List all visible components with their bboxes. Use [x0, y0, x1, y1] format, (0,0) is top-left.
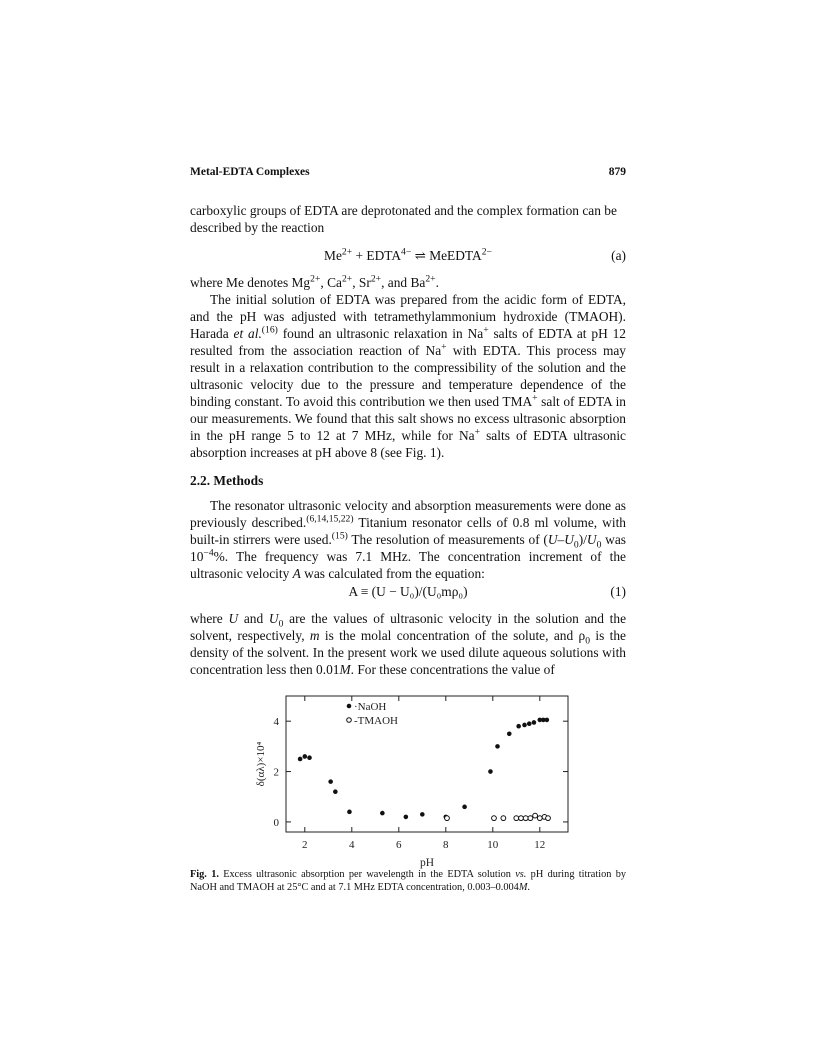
- naoh-point: [328, 779, 333, 784]
- naoh-point: [404, 815, 409, 820]
- paragraph-4: The resonator ultrasonic velocity and absorption measurements were done as previously described.$^{(6,14,15,22)}$ Titanium resonator cells of 0.8 ml volume, with built-in stirrers were used.$^{(15)}$ The resolution of measurements of $(U-U_0)/U_0$ was $10^{-4}\%$. The frequency was 7.1 MHz. The concentration increment of the ultrasonic velocity A was calculated from the equation:: [190, 498, 626, 581]
- equation-a: [190, 248, 626, 266]
- equation-a-label: (a): [611, 248, 626, 263]
- paragraph-3: The initial solution of EDTA was prepared from the acidic form of EDTA, and the pH was adjusted with tetramethylammonium hydroxide (TMAOH). Harada et al.$^{(16)}$ found an ultrasonic relaxation in Na+ salts of EDTA at pH 12 resulted from the association reaction of Na+ with EDTA. This process may result in a relaxation contribution to the compressibility of the solution and the ultrasonic velocity due to the pressure and temperature dependence of the binding constant. To avoid this contribution we then used TMA+ salt of EDTA in our measurements. We found that this salt shows no excess ultrasonic absorption in the pH range 5 to 12 at 7 MHz, while for Na+ salts of EDTA ultrasonic absorption increases at pH above 8 (see Fig. 1).: [190, 292, 626, 460]
- y-axis-label: δ(αλ)×10⁴: [255, 741, 267, 787]
- naoh-point: [298, 757, 303, 762]
- naoh-point: [545, 718, 550, 723]
- tmaoh-point: [546, 816, 551, 821]
- tmaoh-point: [514, 816, 519, 821]
- y-tick-label: 2: [273, 766, 279, 779]
- naoh-point: [307, 755, 312, 760]
- equation-1: [190, 584, 626, 602]
- figure-caption: Fig. 1. Excess ultrasonic absorption per wavelength in the EDTA solution vs. pH during titration by NaOH and TMAOH at 25°C and at 7.1 MHz EDTA concentration, 0.003–0.004M.: [190, 869, 626, 893]
- plot-frame: [286, 696, 568, 832]
- legend-label: -TMAOH: [354, 715, 398, 727]
- paragraph-5: where U and $U_0$ are the values of ultrasonic velocity in the solution and the solvent, respectively, m is the molal concentration of the solute, and $\rho_0$ is the density of the solvent. In the present work we used dilute aqueous solutions with concentration less then 0.01M. For these concentrations the value of: [190, 611, 627, 677]
- naoh-point: [420, 812, 425, 817]
- x-tick-label: 10: [487, 839, 499, 851]
- naoh-point: [516, 724, 521, 729]
- x-axis-label: pH: [419, 857, 435, 869]
- equation-1-label: (1): [610, 584, 626, 599]
- figure-1: [230, 690, 610, 872]
- section-heading: 2.2. Methods: [190, 473, 264, 488]
- page-number: 879: [608, 166, 626, 178]
- paragraph-1: [190, 202, 626, 236]
- x-tick-label: 2: [302, 839, 308, 851]
- tmaoh-point: [501, 816, 506, 821]
- y-tick-label: 0: [273, 816, 279, 829]
- naoh-point: [347, 810, 352, 815]
- x-tick-label: 8: [443, 839, 449, 851]
- naoh-point: [522, 723, 527, 728]
- legend-marker: [347, 718, 352, 723]
- naoh-point: [462, 805, 467, 810]
- tmaoh-point: [492, 816, 497, 821]
- naoh-point: [303, 754, 308, 759]
- naoh-point: [527, 721, 532, 726]
- tmaoh-point: [523, 816, 528, 821]
- tmaoh-point: [537, 816, 542, 821]
- tmaoh-point: [533, 813, 538, 818]
- naoh-point: [507, 731, 512, 736]
- naoh-point: [532, 720, 537, 725]
- paragraph-1-text: carboxylic groups of EDTA are deprotonated and the complex formation can be described by the reaction: [190, 203, 617, 235]
- naoh-point: [495, 744, 500, 749]
- tmaoh-point: [528, 816, 533, 821]
- equation-1-body: A ≡ (U − U₀)/(U₀mρ₀): [348, 584, 468, 599]
- naoh-point: [333, 789, 338, 794]
- x-tick-label: 4: [349, 839, 355, 851]
- running-head: [190, 166, 626, 184]
- x-tick-label: 12: [534, 839, 546, 851]
- legend-label: ·NaOH: [354, 701, 387, 713]
- scatter-chart: [230, 690, 610, 872]
- paragraph-2: where Me denotes $Mg^{2+}$, $Ca^{2+}$, $Sr^{2+}$, and $Ba^{2+}$.: [190, 273, 439, 290]
- running-title: Metal-EDTA Complexes: [190, 166, 310, 178]
- y-tick-label: 4: [273, 716, 279, 729]
- naoh-point: [488, 769, 493, 774]
- naoh-point: [380, 811, 385, 816]
- legend-marker: [347, 704, 352, 709]
- x-tick-label: 6: [396, 839, 402, 851]
- tmaoh-point: [445, 816, 450, 821]
- tmaoh-point: [519, 816, 524, 821]
- equation-a-body: $Me^{2+}$ + $EDTA^{4-}$ ⇌ MeEDTA$^{2-}$: [324, 246, 492, 263]
